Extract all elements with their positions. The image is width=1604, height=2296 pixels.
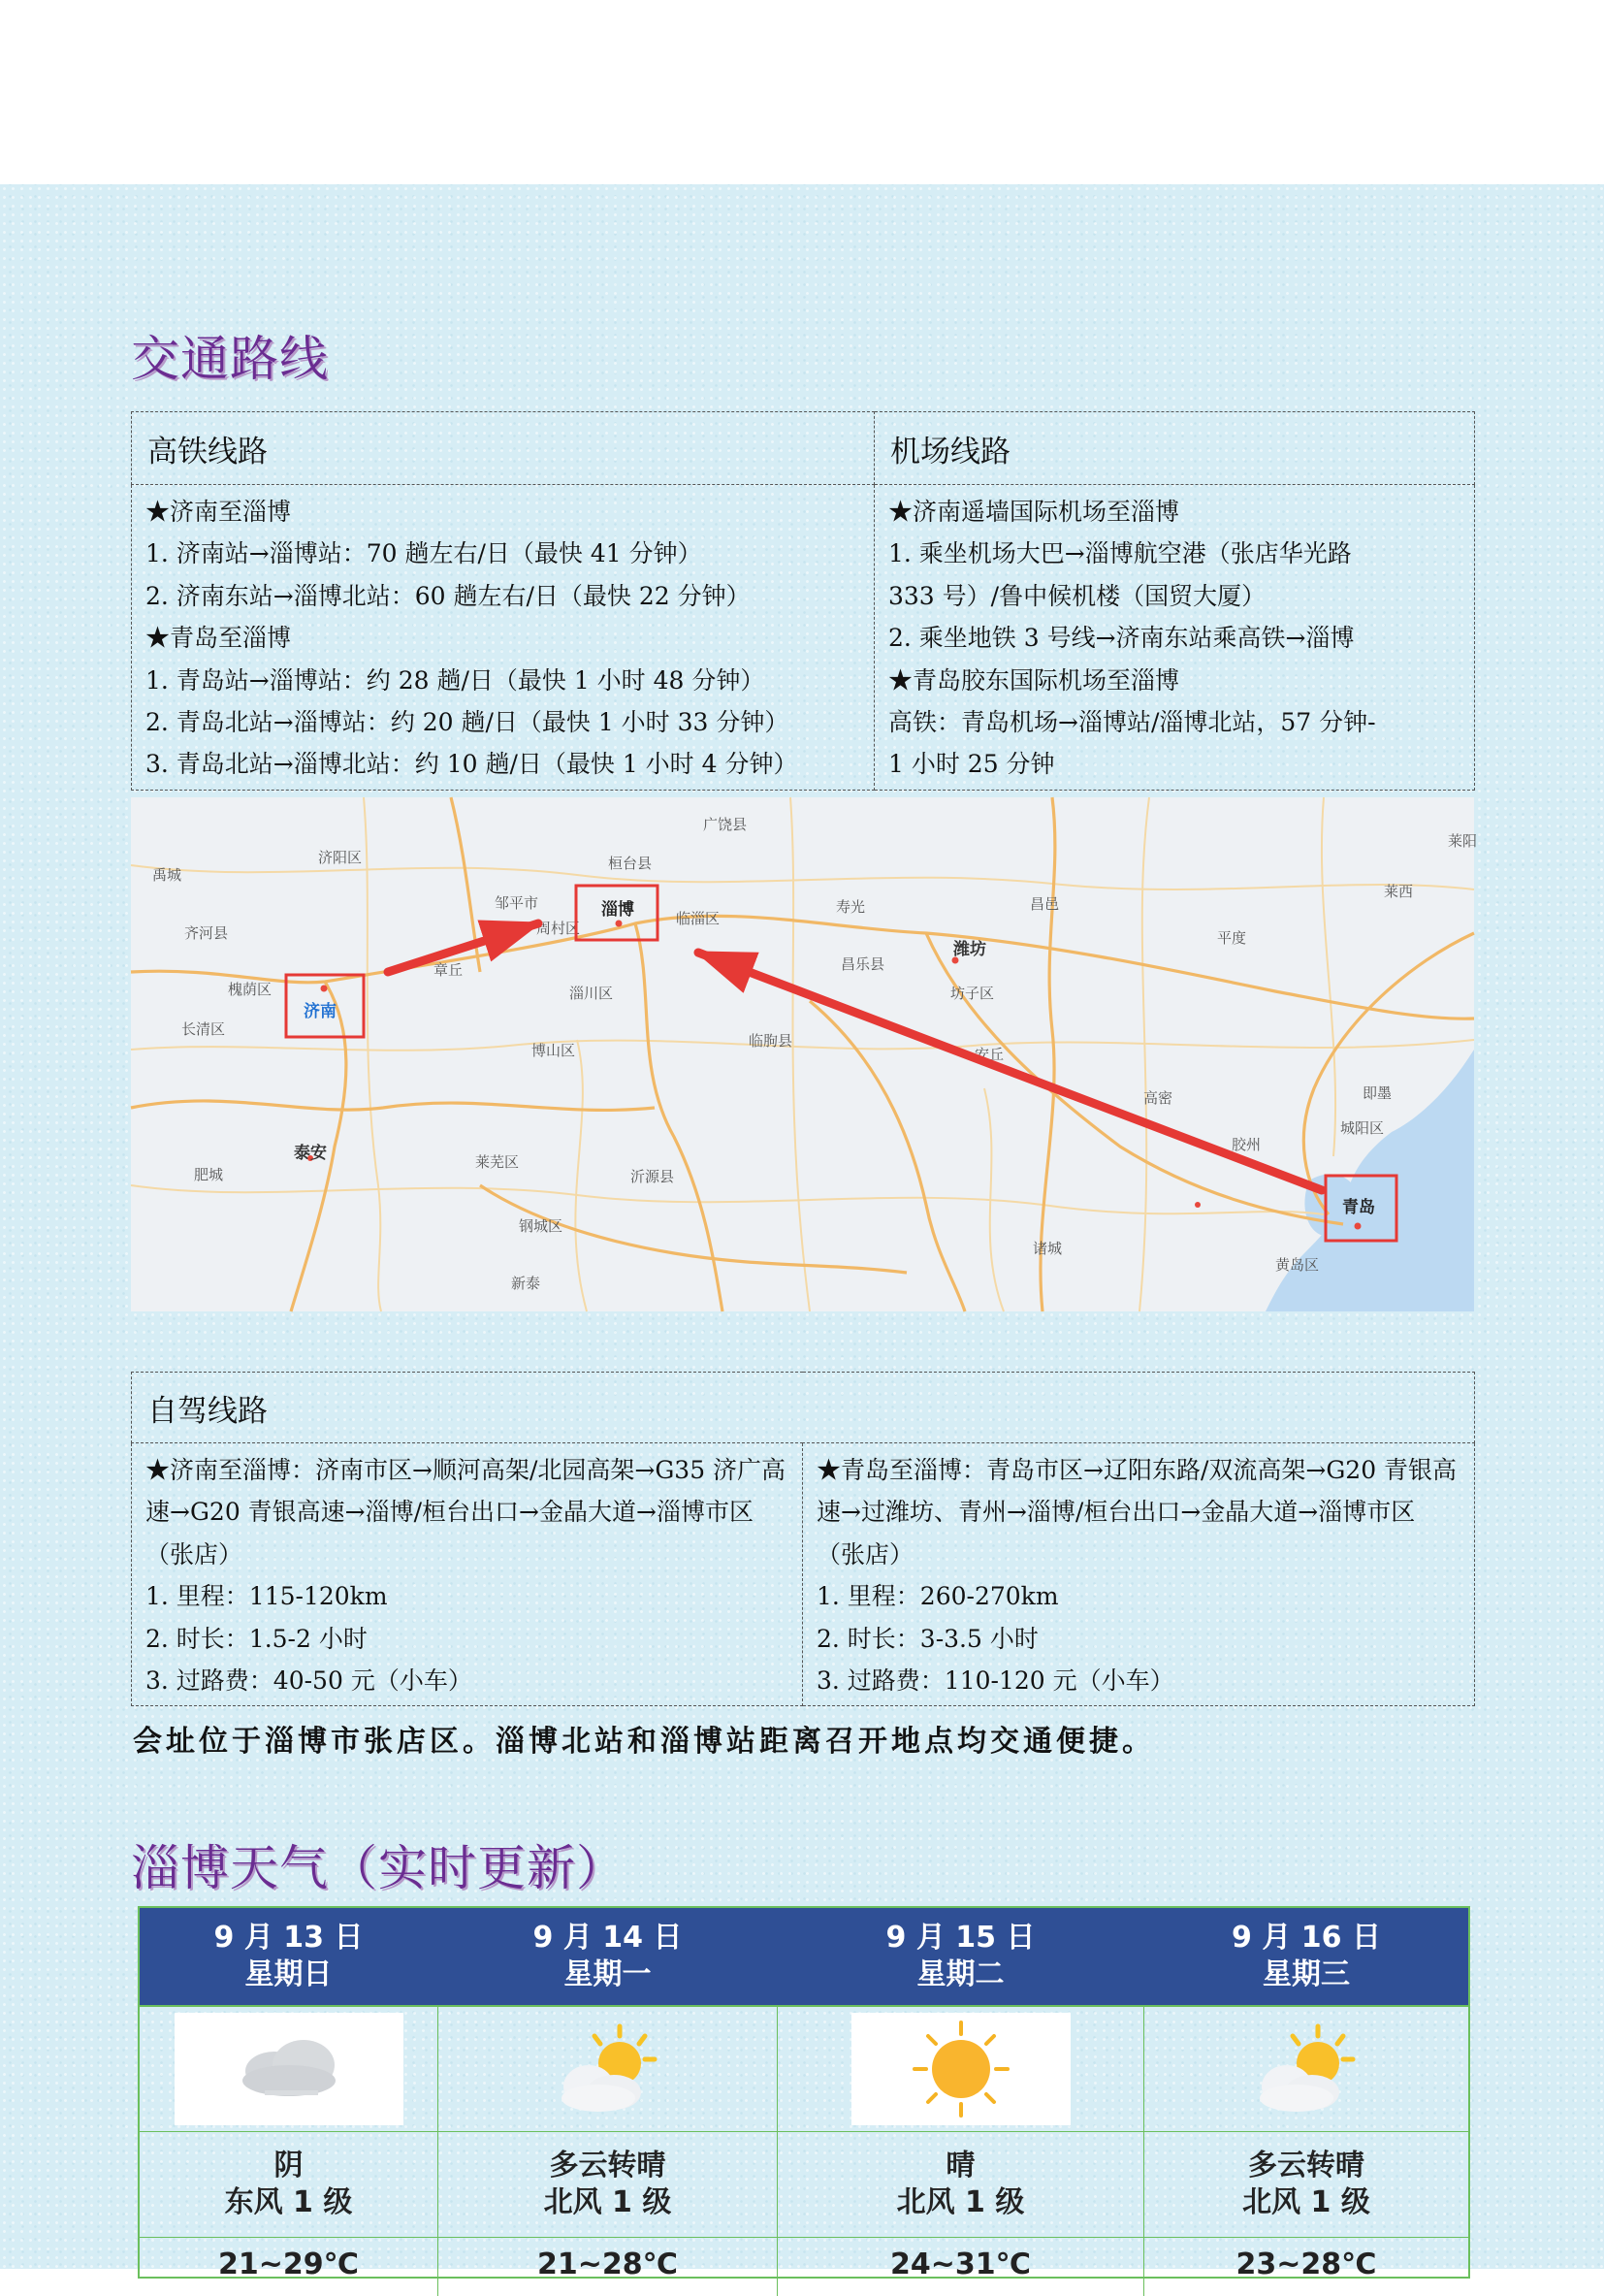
drive-qingdao bbox=[803, 1443, 1475, 1706]
weather-icon-cell bbox=[438, 2007, 778, 2131]
weather-temp-row bbox=[140, 2238, 1468, 2296]
partly-sunny-icon bbox=[1200, 2013, 1413, 2125]
map-label: 莱芜区 bbox=[475, 1153, 520, 1171]
weather-desc-cell bbox=[1144, 2132, 1468, 2237]
weather-icon-row bbox=[140, 2007, 1468, 2132]
map-label: 沂源县 bbox=[630, 1168, 675, 1185]
weather-day-header bbox=[438, 1908, 778, 2005]
weather-icon-cell bbox=[1144, 2007, 1468, 2131]
rail-line: 1. 济南站→淄博站：70 趟左右/日（最快 41 分钟） bbox=[145, 539, 702, 568]
rail-line: 3. 青岛北站→淄博北站：约 10 趟/日（最快 1 小时 4 分钟） bbox=[145, 750, 798, 779]
map-label: 钢城区 bbox=[519, 1217, 563, 1235]
cloudy-icon bbox=[175, 2013, 403, 2125]
weather-weekday: 星期三 bbox=[1263, 1957, 1350, 1991]
weather-weekday: 星期日 bbox=[244, 1957, 333, 1991]
weather-header-row bbox=[140, 1908, 1468, 2007]
map-label: 临淄区 bbox=[676, 910, 721, 927]
drive-detail: 1. 里程：115-120km bbox=[145, 1582, 388, 1611]
drive-route: ★济南至淄博：济南市区→顺河高架/北园高架→G35 济广高速→G20 青银高速→淄博/桓台出口→金晶大道→淄博市区（张店） bbox=[145, 1456, 786, 1568]
map-label: 莱阳 bbox=[1448, 832, 1478, 850]
map-label: 胶州 bbox=[1232, 1136, 1262, 1153]
weather-desc-cell bbox=[778, 2132, 1144, 2237]
venue-note: 会址位于淄博市张店区。淄博北站和淄博站距离召开地点均交通便捷。 bbox=[133, 1725, 1155, 1759]
weather-desc-row bbox=[140, 2132, 1468, 2238]
map-label: 城阳区 bbox=[1340, 1119, 1385, 1137]
rail-line: 2. 济南东站→淄博北站：60 趟左右/日（最快 22 分钟） bbox=[145, 581, 751, 610]
map-label: 章丘 bbox=[433, 961, 464, 979]
map-label: 寿光 bbox=[836, 898, 866, 916]
weather-wind: 北风 1 级 bbox=[1242, 2185, 1370, 2219]
weather-temp: 21~29℃ bbox=[140, 2238, 438, 2296]
airport-routes bbox=[875, 485, 1475, 791]
map-label: 禹城 bbox=[152, 866, 182, 884]
map-label: 桓台县 bbox=[608, 855, 653, 872]
map-label: 新泰 bbox=[511, 1275, 541, 1292]
map-label-jinan: 济南 bbox=[304, 1002, 337, 1021]
map-label: 长清区 bbox=[181, 1020, 226, 1038]
weather-desc-cell bbox=[438, 2132, 778, 2237]
map-label: 槐荫区 bbox=[228, 981, 273, 998]
drive-detail: 2. 时长：3-3.5 小时 bbox=[817, 1624, 1039, 1653]
weather-temp: 24~31℃ bbox=[778, 2238, 1144, 2296]
rail-line: ★青岛至淄博 bbox=[145, 624, 292, 653]
weather-icon-cell bbox=[778, 2007, 1144, 2131]
drive-jinan bbox=[132, 1443, 803, 1706]
weather-day-header bbox=[778, 1908, 1144, 2005]
rail-header: 高铁线路 bbox=[132, 412, 875, 485]
map-label: 高密 bbox=[1143, 1089, 1173, 1107]
drive-table bbox=[131, 1372, 1475, 1706]
rail-line: ★济南至淄博 bbox=[145, 498, 292, 526]
map-label: 诸城 bbox=[1033, 1240, 1063, 1257]
weather-weekday: 星期二 bbox=[916, 1957, 1005, 1991]
weather-wind: 北风 1 级 bbox=[543, 2185, 672, 2219]
rail-airport-table bbox=[131, 411, 1475, 791]
weather-day-header bbox=[1144, 1908, 1468, 2005]
weather-condition: 阴 bbox=[273, 2149, 304, 2183]
rail-routes bbox=[132, 485, 875, 791]
drive-header: 自驾线路 bbox=[132, 1373, 1475, 1443]
map-label: 肥城 bbox=[194, 1166, 224, 1183]
airport-line: 1. 乘坐机场大巴→淄博航空港（张店华光路 bbox=[888, 539, 1352, 568]
sunny-icon bbox=[851, 2013, 1071, 2125]
map-label: 临朐县 bbox=[749, 1032, 793, 1050]
map-graphic bbox=[131, 797, 1478, 1311]
weather-day-header bbox=[140, 1908, 438, 2005]
partly-sunny-icon bbox=[501, 2013, 715, 2125]
map-label: 博山区 bbox=[531, 1042, 576, 1059]
map-label: 黄岛区 bbox=[1275, 1256, 1320, 1274]
weather-date: 9 月 13 日 bbox=[213, 1921, 364, 1955]
airport-line: ★济南遥墙国际机场至淄博 bbox=[888, 498, 1180, 526]
map-label: 济阳区 bbox=[318, 849, 363, 866]
drive-detail: 3. 过路费：110-120 元（小车） bbox=[817, 1666, 1174, 1696]
route-map bbox=[131, 797, 1478, 1311]
weather-condition: 晴 bbox=[946, 2149, 976, 2183]
airport-line: ★青岛胶东国际机场至淄博 bbox=[888, 665, 1180, 695]
map-label-qingdao: 青岛 bbox=[1342, 1198, 1375, 1217]
weather-weekday: 星期一 bbox=[563, 1957, 652, 1991]
weather-date: 9 月 15 日 bbox=[885, 1921, 1036, 1955]
airport-line: 高铁：青岛机场→淄博站/淄博北站，57 分钟- bbox=[888, 708, 1376, 737]
map-label: 泰安 bbox=[294, 1144, 327, 1163]
weather-temp: 23~28℃ bbox=[1235, 2247, 1377, 2281]
map-label: 周村区 bbox=[536, 920, 581, 937]
transport-title: 交通路线 bbox=[131, 331, 329, 387]
map-label: 邹平市 bbox=[495, 894, 539, 912]
weather-date: 9 月 14 日 bbox=[532, 1921, 683, 1955]
weather-icon-cell bbox=[140, 2007, 438, 2131]
rail-line: 1. 青岛站→淄博站：约 28 趟/日（最快 1 小时 48 分钟） bbox=[145, 665, 765, 695]
drive-detail: 3. 过路费：40-50 元（小车） bbox=[145, 1666, 472, 1696]
map-label: 平度 bbox=[1217, 929, 1247, 947]
map-label: 莱西 bbox=[1384, 883, 1414, 900]
weather-wind: 东风 1 级 bbox=[224, 2185, 353, 2219]
drive-detail: 1. 里程：260-270km bbox=[817, 1582, 1059, 1611]
weather-table bbox=[138, 1906, 1470, 2279]
map-label: 齐河县 bbox=[184, 924, 229, 942]
airport-header: 机场线路 bbox=[875, 412, 1475, 485]
airport-line: 1 小时 25 分钟 bbox=[888, 750, 1055, 779]
map-label: 安丘 bbox=[975, 1046, 1005, 1063]
drive-route: ★青岛至淄博：青岛市区→辽阳东路/双流高架→G20 青银高速→过潍坊、青州→淄博/桓台出口→金晶大道→淄博市区（张店） bbox=[817, 1456, 1458, 1568]
map-label: 淄川区 bbox=[569, 985, 614, 1002]
weather-wind: 北风 1 级 bbox=[896, 2185, 1025, 2219]
map-label: 即墨 bbox=[1363, 1084, 1393, 1102]
map-label: 昌乐县 bbox=[841, 955, 885, 973]
map-label: 潍坊 bbox=[953, 940, 986, 959]
rail-line: 2. 青岛北站→淄博站：约 20 趟/日（最快 1 小时 33 分钟） bbox=[145, 708, 789, 737]
map-label: 广饶县 bbox=[703, 816, 748, 833]
map-label-zibo: 淄博 bbox=[601, 900, 634, 920]
weather-condition: 多云转晴 bbox=[1248, 2149, 1364, 2183]
airport-line: 2. 乘坐地铁 3 号线→济南东站乘高铁→淄博 bbox=[888, 624, 1355, 653]
drive-detail: 2. 时长：1.5-2 小时 bbox=[145, 1624, 368, 1653]
weather-title: 淄博天气（实时更新） bbox=[131, 1840, 626, 1896]
weather-condition: 多云转晴 bbox=[549, 2149, 666, 2183]
airport-line: 333 号）/鲁中候机楼（国贸大厦） bbox=[888, 581, 1267, 610]
weather-temp: 21~28℃ bbox=[438, 2238, 778, 2296]
map-label: 坊子区 bbox=[950, 985, 995, 1002]
map-label: 昌邑 bbox=[1030, 895, 1060, 913]
weather-desc-cell bbox=[140, 2132, 438, 2237]
weather-date: 9 月 16 日 bbox=[1232, 1921, 1381, 1955]
